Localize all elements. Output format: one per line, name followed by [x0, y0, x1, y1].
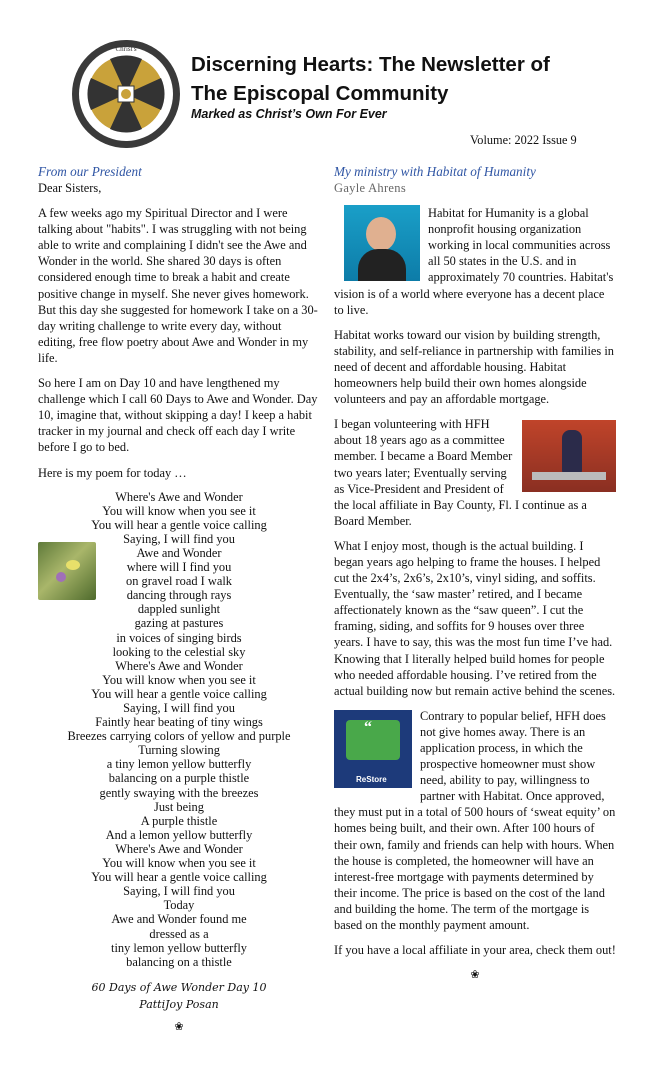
poem-line: You will know when you see it [102, 856, 256, 871]
poem-line: You will hear a gentle voice calling [91, 870, 267, 885]
restore-quote-graphic: “ ReStore [334, 710, 412, 788]
paragraph: A few weeks ago my Spiritual Director and I were talking about "habits". I was struggling with not being able to write and complaining I didn't see the Awe and Wonder in the world. She shared 30 days is often considered enough time to break a habit and create positive change in myself. She never gives homework. But this day she suggested for homework I take on a 30-day writing challenge to write every day, without editing, free flow poetry about Awe and Wonder in my life. [38, 206, 318, 365]
butterfly-thistle-photo [38, 542, 96, 600]
poem-line: dressed as a [149, 926, 209, 941]
president-column [38, 164, 320, 1035]
poem [38, 490, 320, 969]
poem-line: looking to the celestial sky [112, 644, 246, 659]
poem-line: Where's Awe and Wonder [115, 658, 243, 673]
ornament-icon: ❀ [470, 969, 480, 982]
volume-issue: Volume: 2022 Issue 9 [470, 133, 577, 147]
poem-line: You will hear a gentle voice calling [91, 517, 267, 532]
paragraph: What I enjoy most, though is the actual building. I began years ago helping to frame the houses. I helped cut the 2x4’s, 2x6’s, 2x10’s, vinyl siding, and soffits. Eventually, the ‘saw master’ retired, and I became affectionately known as the “saw queen”. I cut the framing, siding, and soffits for 9 houses over three years. I have to say, this was the most fun time I’ve had. Knowing that I literally helped build homes for people who needed affordable housing. I’ve retired from the actual building now but remain active behind the scenes. [334, 538, 616, 698]
poem-author: PattiJoy Posan [139, 997, 219, 1011]
poem-line: Saying, I will find you [123, 884, 235, 899]
svg-text:Christ's: Christ's [115, 45, 137, 53]
paragraph: So here I am on Day 10 and have lengthened my challenge which I call 60 Days to Awe and Wonder. Day 10, imagine that, without skipping a day! I keep a habit tracker in my journal and check off each day I write before I go to bed. [38, 376, 318, 455]
saw-queen-photo [522, 420, 616, 492]
poem-line: on gravel road I walk [126, 574, 232, 589]
poem-line: Turning slowing [138, 743, 220, 758]
poem-line: balancing on a purple thistle [108, 771, 250, 786]
poem-line: gently swaying with the breezes [99, 785, 259, 800]
paragraph: Contrary to popular belief, HFH does not give homes away. There is an application process, in which the prospective homeowner must show need, ability to pay, willingness to partner with Habitat. Once approved, they must put in a total of 500 hours of ‘sweat equity’ on homes being built, and their own. After 100 hours of their own, family and friends can help with hours. When the house is completed, the homeowner will have an interest-free mortgage with payments determined by their income. The price is based on the cost of the land and building the home. The term of the mortgage is based on the monthly payment amount. [334, 708, 616, 933]
poem-line: You will know when you see it [102, 503, 256, 518]
episcopal-shield-logo [70, 38, 182, 150]
president-heading: From our President [38, 164, 142, 179]
newsletter-title-line2: The Episcopal Community [191, 82, 449, 105]
author-portrait-photo [344, 205, 420, 281]
poem-line: Awe and Wonder [136, 545, 222, 560]
paragraph: Here is my poem for today … [38, 465, 187, 480]
restore-label: ReStore [356, 774, 387, 784]
poem-line: where will I find you [126, 560, 232, 575]
paragraph: I began volunteering with HFH about 18 years ago as a committee member. I became a Board Member two years later; Eventually serving as Vice-President and President of the local affiliate in Bay County, Fl. I continue as a Board Member. [334, 417, 587, 528]
poem-title: 60 Days of Awe Wonder Day 10 [91, 980, 267, 994]
habitat-column [334, 164, 616, 983]
poem-line: Where's Awe and Wonder [115, 841, 243, 856]
byline: Gayle Ahrens [334, 181, 406, 195]
newsletter-title-line1: Discerning Hearts: The Newsletter of [191, 53, 550, 76]
poem-line: Awe and Wonder found me [111, 912, 247, 927]
paragraph: Habitat for Humanity is a global nonprofit housing organization working in local communities across all 50 states in the U.S. and in approximately 70 countries. Habitat's vision is of a world where everyone has a decent place to live. [334, 206, 614, 317]
poem-line: Saying, I will find you [123, 701, 235, 715]
poem-line: Where's Awe and Wonder [115, 489, 243, 504]
poem-line: a tiny lemon yellow butterfly [106, 757, 252, 772]
greeting: Dear Sisters, [38, 181, 102, 195]
paragraph: If you have a local affiliate in your area, check them out! [334, 943, 616, 958]
poem-line: Breezes carrying colors of yellow and purple [67, 729, 291, 744]
poem-line: And a lemon yellow butterfly [105, 827, 253, 842]
poem-line: dancing through rays [126, 588, 232, 603]
tagline: Marked as Christ’s Own For Ever [191, 107, 387, 121]
poem-line: Just being [154, 799, 204, 814]
poem-line: gazing at pastures [134, 616, 224, 631]
poem-line: Faintly hear beating of tiny wings [95, 715, 263, 730]
poem-line: Today [163, 898, 195, 913]
poem-line: A purple thistle [140, 813, 218, 828]
poem-line: Saying, I will find you [123, 531, 235, 546]
paragraph: Habitat works toward our vision by building strength, stability, and self-reliance in partnership with families in need of decent and affordable housing. Habitat homeowners help build their own homes alongside volunteers and pay an affordable mortgage. [334, 327, 614, 407]
poem-line: balancing on a thistle [126, 954, 232, 969]
poem-line: in voices of singing birds [116, 630, 242, 645]
ornament-icon: ❀ [174, 1020, 184, 1033]
poem-line: You will hear a gentle voice calling [91, 686, 267, 701]
poem-line: You will know when you see it [102, 672, 256, 687]
poem-line: tiny lemon yellow butterfly [111, 940, 247, 955]
habitat-heading: My ministry with Habitat of Humanity [334, 164, 536, 179]
poem-line: dappled sunlight [137, 602, 221, 617]
